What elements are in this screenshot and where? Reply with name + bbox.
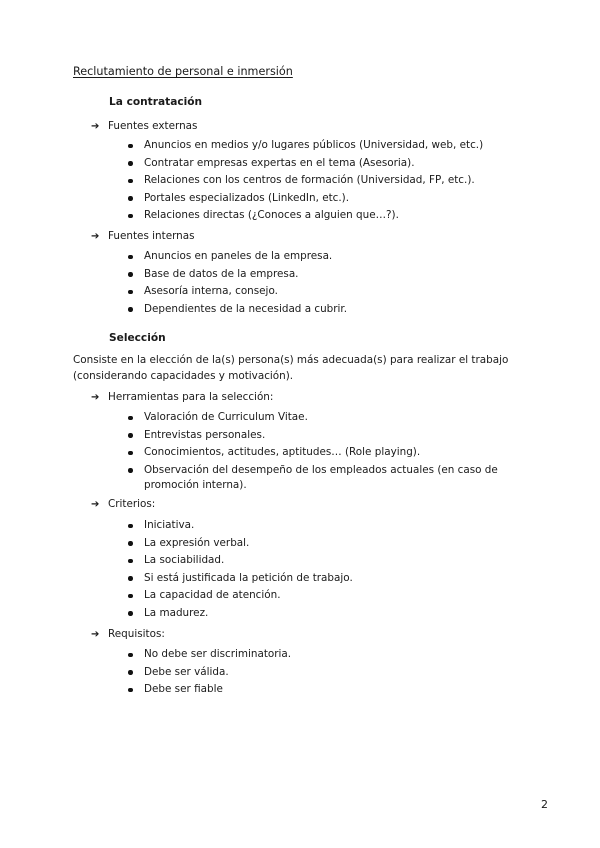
bullet-list-requisitos [128,646,548,699]
bullet-icon [128,541,133,546]
arrow-icon: ➔ [91,392,100,403]
list-item: Si está justificada la petición de trabajo. [128,570,548,587]
list-item: Conocimientos, actitudes, aptitudes… (Role playing). [128,444,548,461]
bullet-list-fuentes-internas [128,248,548,318]
list-item: No debe ser discriminatoria. [128,646,548,663]
bullet-icon [128,433,133,438]
arrow-item-label: Fuentes internas [108,230,195,242]
list-item: Debe ser válida. [128,664,548,681]
bullet-icon [128,255,133,260]
bullet-icon [128,290,133,295]
document-title: Reclutamiento de personal e inmersión [73,65,293,78]
bullet-icon [128,416,133,421]
bullet-icon [128,307,133,312]
bullet-icon [128,559,133,564]
list-item: Asesoría interna, consejo. [128,283,548,300]
bullet-icon [128,524,133,529]
bullet-icon [128,468,133,473]
bullet-icon [128,653,133,658]
bullet-icon [128,144,133,149]
bullet-icon [128,272,133,277]
bullet-list-fuentes-externas [128,137,548,225]
list-item: La expresión verbal. [128,535,548,552]
list-item: Relaciones directas (¿Conoces a alguien que…?). [128,207,548,224]
arrow-item-fuentes-internas [91,228,195,245]
page-number: 2 [541,798,548,811]
arrow-icon: ➔ [91,629,100,640]
bullet-list-criterios [128,517,548,623]
arrow-item-label: Requisitos: [108,628,165,640]
list-item: Dependientes de la necesidad a cubrir. [128,301,548,318]
arrow-item-label: Criterios: [108,498,156,510]
section-heading-seleccion: Selección [109,332,166,344]
arrow-icon: ➔ [91,231,100,242]
list-item: Valoración de Curriculum Vitae. [128,409,548,426]
arrow-item-fuentes-externas [91,118,197,135]
list-item: La sociabilidad. [128,552,548,569]
arrow-item-herramientas [91,389,273,406]
bullet-icon [128,594,133,599]
list-item: Debe ser fiable [128,681,548,698]
seleccion-description: Consiste en la elección de la(s) persona(s) más adecuada(s) para realizar el trabajo (considerando capacidades y motivación). [73,354,509,382]
bullet-icon [128,196,133,201]
list-item: Portales especializados (LinkedIn, etc.). [128,190,548,207]
arrow-icon: ➔ [91,499,100,510]
list-item: La madurez. [128,605,548,622]
bullet-icon [128,688,133,693]
list-item: Relaciones con los centros de formación (Universidad, FP, etc.). [128,172,548,189]
list-item: Anuncios en paneles de la empresa. [128,248,548,265]
list-item: Observación del desempeño de los empleados actuales (en caso de promoción interna). [128,462,548,493]
bullet-icon [128,611,133,616]
bullet-icon [128,214,133,219]
arrow-icon: ➔ [91,121,100,132]
list-item: Anuncios en medios y/o lugares públicos (Universidad, web, etc.) [128,137,548,154]
list-item: Iniciativa. [128,517,548,534]
bullet-icon [128,576,133,581]
bullet-icon [128,670,133,675]
bullet-icon [128,161,133,166]
bullet-icon [128,179,133,184]
list-item: La capacidad de atención. [128,587,548,604]
list-item: Entrevistas personales. [128,427,548,444]
section-heading-contratacion: La contratación [109,96,203,108]
arrow-item-criterios [91,496,155,513]
arrow-item-requisitos [91,626,165,643]
arrow-item-label: Herramientas para la selección: [108,391,274,403]
bullet-list-herramientas [128,409,548,493]
bullet-icon [128,451,133,456]
arrow-item-label: Fuentes externas [108,120,198,132]
list-item: Base de datos de la empresa. [128,266,548,283]
list-item: Contratar empresas expertas en el tema (Asesoria). [128,155,548,172]
